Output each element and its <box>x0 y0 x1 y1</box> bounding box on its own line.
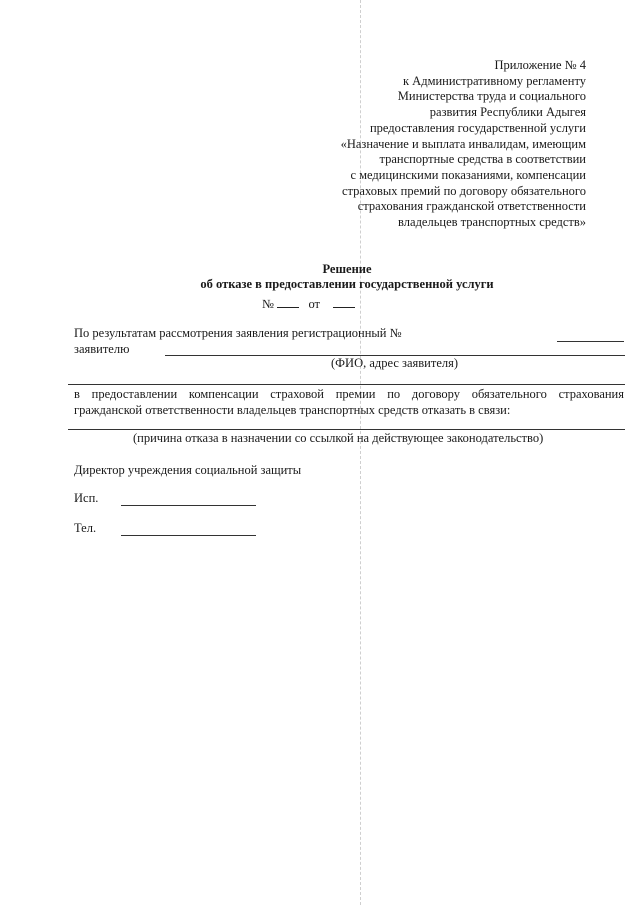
reason-caption: (причина отказа в назначении со ссылкой на действующее законодательство) <box>133 431 544 445</box>
decision-subtitle: об отказе в предоставлении государственной услуги <box>200 277 494 291</box>
appendix-line: с медицинскими показаниями, компенсации <box>350 167 586 182</box>
appendix-line: предоставления государственной услуги <box>369 120 586 135</box>
phone-blank[interactable] <box>121 535 256 536</box>
registration-number-blank[interactable] <box>557 341 624 342</box>
reason-blank[interactable] <box>68 429 625 430</box>
number-blank[interactable] <box>277 297 299 308</box>
appendix-header <box>286 58 586 231</box>
phone-label: Тел. <box>74 521 97 535</box>
separator-line <box>68 384 625 385</box>
refusal-text: в предоставлении компенсации страховой премии по договору обязательного страхования гражданской ответственности владельцев транспортных средств отказать в связи: <box>74 387 624 417</box>
decision-title: Решение <box>322 262 372 276</box>
appendix-line: Приложение № 4 <box>494 58 586 72</box>
applicant-caption: (ФИО, адрес заявителя) <box>331 356 459 370</box>
number-label: № <box>262 297 274 311</box>
date-label: от <box>308 297 320 311</box>
director-label: Директор учреждения социальной защиты <box>74 463 302 477</box>
results-text: По результатам рассмотрения заявления регистрационный № <box>74 326 402 340</box>
applicant-label: заявителю <box>74 342 130 356</box>
executor-blank[interactable] <box>121 505 256 506</box>
appendix-line: развития Республики Адыгея <box>429 105 586 120</box>
appendix-line: страховых премий по договору обязательного <box>342 183 586 198</box>
appendix-line: «Назначение и выплата инвалидам, имеющим <box>340 136 586 151</box>
appendix-line: владельцев транспортных средств» <box>398 215 586 230</box>
date-blank[interactable] <box>333 297 355 308</box>
appendix-line: к Административному регламенту <box>402 73 586 88</box>
decision-number-line <box>262 297 355 312</box>
appendix-line: транспортные средства в соответствии <box>379 152 586 167</box>
appendix-line: Министерства труда и социального <box>397 89 586 104</box>
appendix-line: страхования гражданской ответственности <box>357 199 586 214</box>
executor-label: Исп. <box>74 491 99 505</box>
